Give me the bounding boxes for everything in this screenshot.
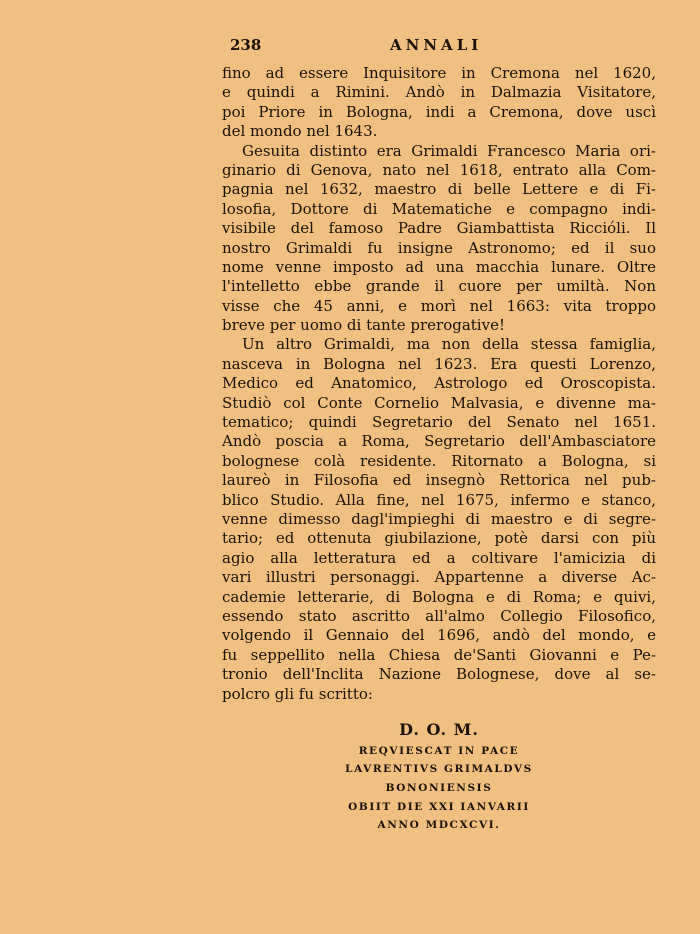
epitaph-title: D. O. M. (399, 719, 479, 739)
text-line: losofia, Dottore di Matematiche e compagno indi- (222, 199, 656, 218)
text-line: nasceva in Bologna nel 1623. Era questi Lorenzo, (222, 354, 656, 373)
text-line: volgendo il Gennaio del 1696, andò del mondo, e (222, 626, 656, 645)
text-line: tronio dell'Inclita Nazione Bolognese, dove al se- (222, 665, 656, 684)
text-line: e quindi a Rimini. Andò in Dalmazia Visitatore, (222, 83, 656, 102)
page-header (222, 36, 656, 64)
text-line: Gesuita distinto era Grimaldi Francesco Maria ori- (242, 141, 656, 160)
text-line: l'intelletto ebbe grande il cuore per umiltà. Non (222, 277, 656, 296)
text-line: visse che 45 anni, e morì nel 1663: vita troppo (222, 296, 656, 315)
text-line: Un altro Grimaldi, ma non della stessa famiglia, (242, 335, 656, 354)
text-line: Andò poscia a Roma, Segretario dell'Ambasciatore (222, 432, 656, 451)
text-line: Studiò col Conte Cornelio Malvasia, e divenne ma- (222, 393, 656, 412)
text-line: agio alla letteratura ed a coltivare l'amicizia di (222, 548, 656, 567)
paragraph-inquisitore (222, 64, 656, 142)
text-line: tario; ed ottenuta giubilazione, potè darsi con più (222, 529, 656, 548)
text-line: visibile del famoso Padre Giambattista Riccióli. Il (222, 219, 656, 238)
text-line: polcro gli fu scritto: (222, 684, 373, 703)
epitaph-line: BONONIENSIS (385, 782, 493, 795)
epitaph-line: ANNO MDCXCVI. (377, 819, 501, 832)
paragraph-lorenzo (222, 335, 656, 703)
book-page (222, 36, 656, 835)
text-line: cademie letterarie, di Bologna e di Roma; e quivi, (222, 587, 656, 606)
text-line: breve per uomo di tante prerogative! (222, 316, 505, 335)
text-line: ginario di Genova, nato nel 1618, entrato alla Com- (222, 160, 656, 179)
text-line: fu seppellito nella Chiesa de'Santi Giovanni e Pe- (222, 645, 656, 664)
text-line: bolognese colà residente. Ritornato a Bologna, si (222, 451, 656, 470)
text-line: del mondo nel 1643. (222, 122, 378, 141)
epitaph (222, 718, 656, 835)
text-line: nome venne imposto ad una macchia lunare. Oltre (222, 257, 656, 276)
text-line: poi Priore in Bologna, indi a Cremona, dove uscì (222, 102, 656, 121)
text-line: blico Studio. Alla fine, nel 1675, infermo e stanco, (222, 490, 656, 509)
epitaph-line: LAVRENTIVS GRIMALDVS (345, 763, 533, 776)
epitaph-line: REQVIESCAT IN PACE (358, 744, 520, 757)
page-number: 238 (230, 36, 262, 54)
text-line: Medico ed Anatomico, Astrologo ed Oroscopista. (222, 374, 656, 393)
text-line: fino ad essere Inquisitore in Cremona nel 1620, (222, 64, 656, 82)
text-line: vari illustri personaggi. Appartenne a diverse Ac- (222, 568, 656, 587)
text-line: tematico; quindi Segretario del Senato nel 1651. (222, 413, 656, 432)
epitaph-line: OBIIT DIE XXI IANVARII (348, 800, 530, 813)
text-line: essendo stato ascritto all'almo Collegio Filosofico, (222, 606, 656, 625)
text-line: nostro Grimaldi fu insigne Astronomo; ed il suo (222, 238, 656, 257)
text-line: pagnia nel 1632, maestro di belle Lettere e di Fi- (222, 180, 656, 199)
running-title: ANNALI (390, 36, 483, 54)
text-line: laureò in Filosofia ed insegnò Rettorica nel pub- (222, 471, 656, 490)
text-line: venne dimesso dagl'impieghi di maestro e di segre- (222, 509, 656, 528)
paragraph-francesco-maria (222, 142, 656, 336)
